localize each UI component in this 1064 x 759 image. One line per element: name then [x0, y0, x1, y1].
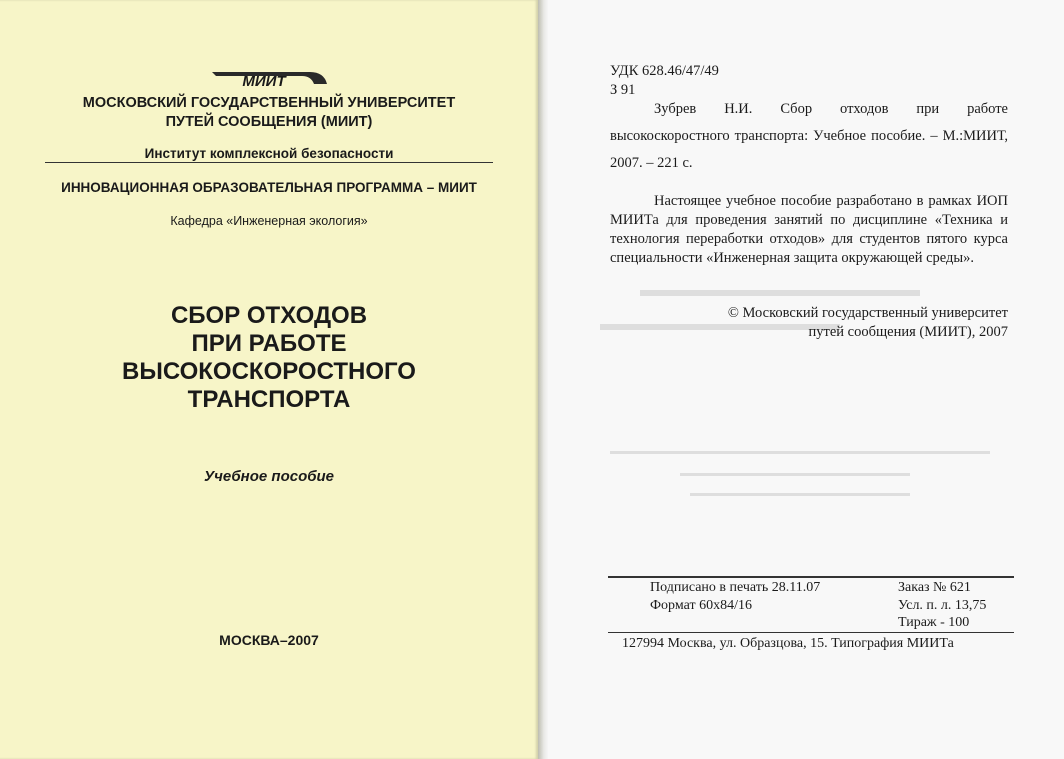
title-line: ПРИ РАБОТЕ	[191, 330, 347, 357]
bibliographic-record: Зубрев Н.И. Сбор отходов при работе высокоскоростного транспорта: Учебное пособие. – М.:МИИТ, 2007. – 221 с.	[610, 101, 1008, 171]
miit-logo	[206, 62, 330, 88]
bbk-code: З 91	[610, 82, 636, 98]
classification-codes	[610, 62, 719, 100]
department-name: Кафедра «Инженерная экология»	[170, 214, 368, 228]
city-year: МОСКВА–2007	[219, 632, 319, 648]
printer-address: 127994 Москва, ул. Образцова, 15. Типография МИИТа	[622, 636, 954, 651]
book-gutter	[538, 0, 548, 759]
show-through-text: ▬▬▬▬▬▬▬▬▬▬▬▬▬▬▬▬▬▬▬▬▬▬▬▬▬▬▬▬▬▬▬▬▬▬▬▬▬▬	[610, 448, 990, 459]
show-through-title: ▬▬▬▬▬▬▬▬▬▬▬▬	[600, 319, 840, 341]
institute-name: Институт комплексной безопасности	[144, 146, 394, 161]
show-through-text: ▬▬▬▬▬▬▬▬▬▬▬▬▬▬▬▬▬▬▬▬▬▬	[690, 490, 910, 501]
imprint-bottom-rule	[608, 632, 1014, 633]
annotation: Настоящее учебное пособие разработано в рамках ИОП МИИТа для проведения занятий по дисциплине «Техника и технология переработки отходов» для студентов пятого курса специальности «Инженерная защита окружающей среды».	[610, 193, 1008, 266]
signed-date: Подписано в печать 28.11.07	[650, 580, 821, 595]
title-line: ТРАНСПОРТА	[187, 386, 351, 413]
title-line: ВЫСОКОСКОРОСТНОГО	[122, 358, 416, 385]
show-through-text: ▬▬▬▬▬▬▬▬▬▬▬▬▬▬▬▬▬▬▬▬▬▬▬	[680, 470, 910, 481]
imprint-top-rule	[608, 576, 1014, 578]
program-name: ИННОВАЦИОННАЯ ОБРАЗОВАТЕЛЬНАЯ ПРОГРАММА – МИИТ	[61, 180, 477, 195]
paper-format: Формат 60х84/16	[650, 598, 752, 613]
publication-kind: Учебное пособие	[203, 468, 335, 485]
copyright-line-2: путей сообщения (МИИТ), 2007	[808, 324, 1008, 340]
show-through-title: ▬▬▬▬▬▬▬▬▬▬▬▬▬▬	[640, 285, 920, 307]
printed-sheets: Усл. п. л. 13,75	[898, 598, 987, 613]
print-run: Тираж - 100	[898, 615, 970, 630]
copyright	[610, 304, 1008, 342]
cover-divider	[45, 162, 493, 163]
order-number: Заказ № 621	[898, 580, 971, 595]
university-name	[0, 94, 538, 132]
logo-text: МИИТ	[242, 73, 286, 88]
udk-code: УДК 628.46/47/49	[610, 63, 719, 79]
title-line: СБОР ОТХОДОВ	[170, 302, 368, 329]
university-line-2: ПУТЕЙ СООБЩЕНИЯ (МИИТ)	[165, 114, 373, 130]
university-line-1: МОСКОВСКИЙ ГОСУДАРСТВЕННЫЙ УНИВЕРСИТЕТ	[82, 95, 456, 111]
book-title	[0, 302, 538, 414]
copyright-line-1: © Московский государственный университет	[727, 305, 1008, 321]
